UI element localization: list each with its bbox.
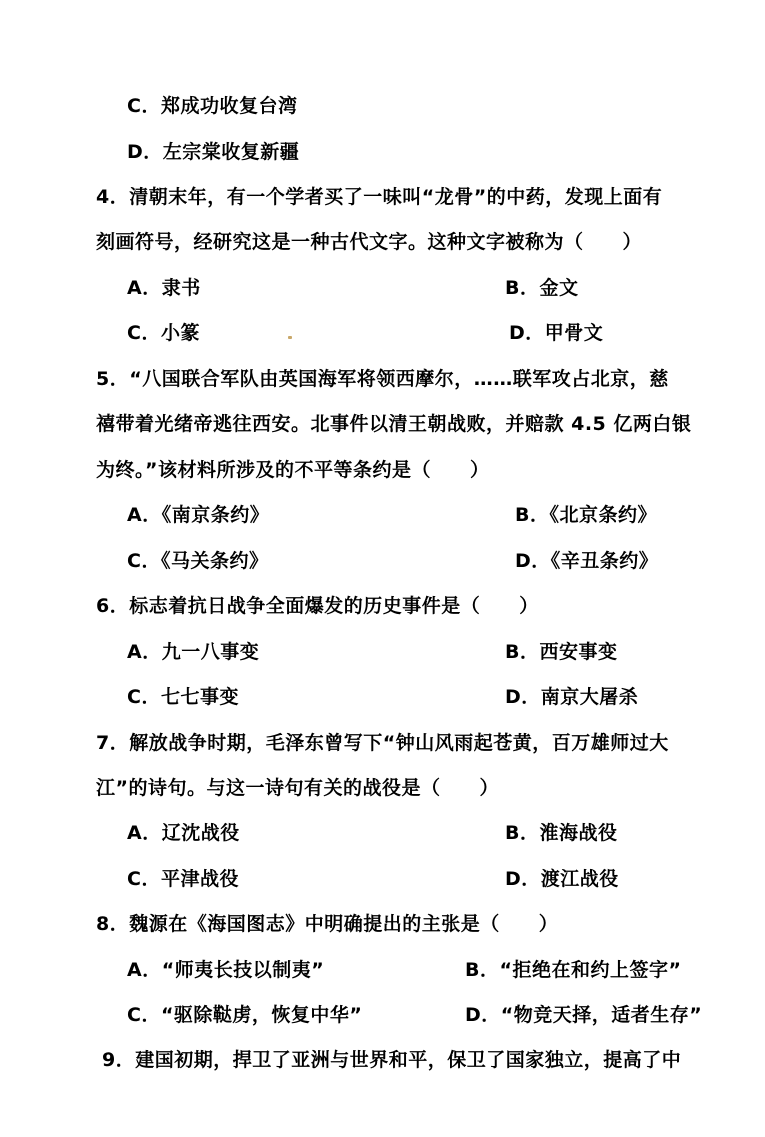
q7-option-d: D．渡江战役 [505, 868, 619, 890]
q5-stem-line2: 禧带着光绪帝逃往西安。北事件以清王朝战败，并赔款 4.5 亿两白银 [96, 413, 692, 435]
q5-stem-line1: 5．“八国联合军队由英国海军将领西摩尔，……联军攻占北京，慈 [96, 368, 669, 390]
q7-option-a: A．辽沈战役 [127, 822, 240, 844]
q8-option-d: D．“物竞天择，适者生存” [465, 1004, 703, 1026]
q4-option-b: B．金文 [505, 277, 579, 299]
q8-stem: 8．魏源在《海国图志》中明确提出的主张是（ ） [96, 913, 559, 935]
q4-option-d: D．甲骨文 [509, 322, 604, 344]
scan-speck [288, 336, 292, 339]
q4-option-a: A．隶书 [127, 277, 201, 299]
q7-stem-line1: 7．解放战争时期，毛泽东曾写下“钟山风雨起苍黄，百万雄师过大 [96, 732, 669, 754]
q5-option-d: D．《辛丑条约》 [515, 550, 659, 572]
q5-stem-line3: 为终。”该材料所涉及的不平等条约是（ ） [96, 459, 490, 481]
q5-option-c: C．《马关条约》 [127, 550, 269, 572]
q4-option-c: C．小篆 [127, 322, 200, 344]
q5-option-a: A．《南京条约》 [127, 504, 270, 526]
q8-option-c: C．“驱除鞑虏，恢复中华” [127, 1004, 363, 1026]
q6-stem: 6．标志着抗日战争全面爆发的历史事件是（ ） [96, 595, 539, 617]
q7-stem-line2: 江”的诗句。与这一诗句有关的战役是（ ） [96, 777, 499, 799]
q6-option-d: D．南京大屠杀 [505, 686, 639, 708]
q4-stem-line1: 4．清朝末年，有一个学者买了一味叫“龙骨”的中药，发现上面有 [96, 186, 663, 208]
q5-option-b: B．《北京条约》 [515, 504, 657, 526]
q6-option-a: A．九一八事变 [127, 641, 260, 663]
q7-option-c: C．平津战役 [127, 868, 239, 890]
q8-option-a: A．“师夷长技以制夷” [127, 959, 325, 981]
q6-option-b: B．西安事变 [505, 641, 618, 663]
q8-option-b: B．“拒绝在和约上签字” [465, 959, 682, 981]
q6-option-c: C．七七事变 [127, 686, 239, 708]
q3-option-c: C．郑成功收复台湾 [127, 95, 298, 117]
q9-stem-line1: 9．建国初期，捍卫了亚洲与世界和平，保卫了国家独立，提高了中 [102, 1049, 682, 1071]
q4-stem-line2: 刻画符号，经研究这是一种古代文字。这种文字被称为（ ） [96, 231, 643, 253]
q7-option-b: B．淮海战役 [505, 822, 618, 844]
q3-option-d: D．左宗棠收复新疆 [127, 141, 300, 163]
